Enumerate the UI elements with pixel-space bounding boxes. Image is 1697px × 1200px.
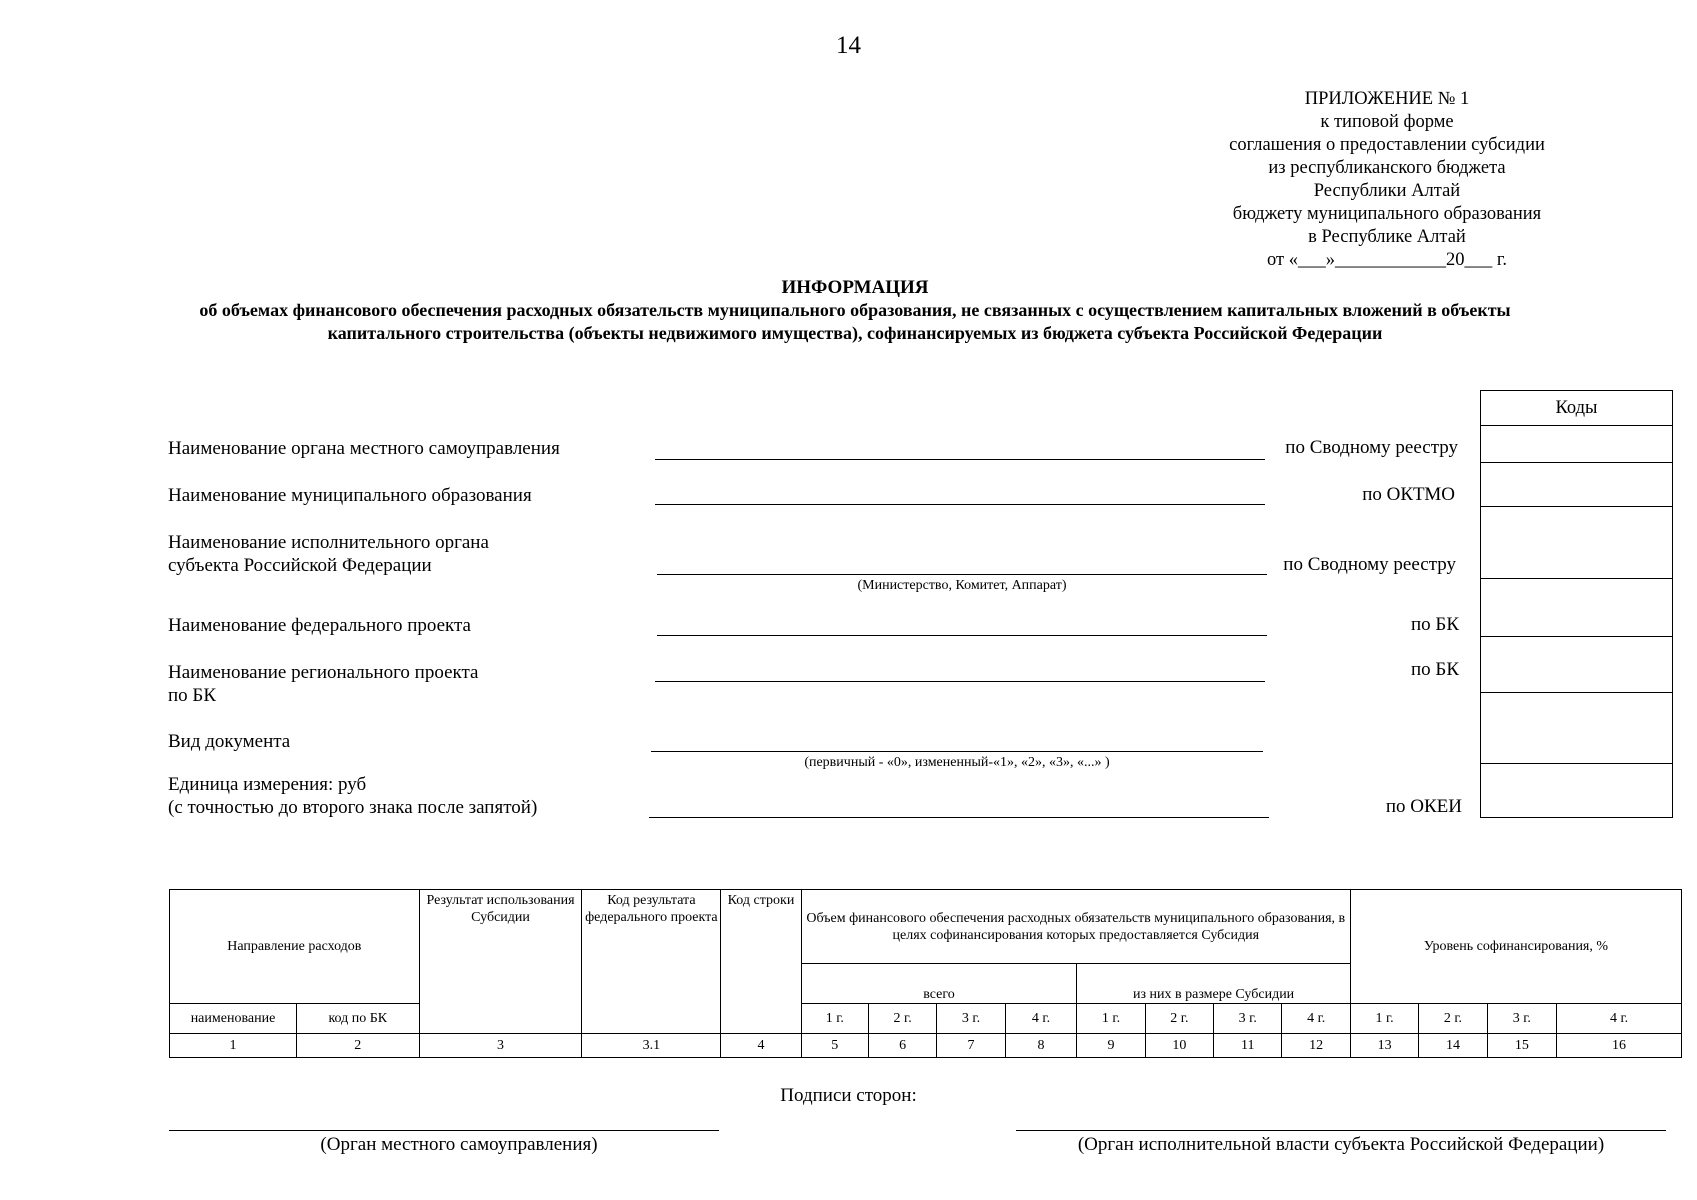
column-number: 11 — [1214, 1034, 1282, 1058]
appendix-line: к типовой форме — [1320, 112, 1454, 132]
field-document-type-line[interactable] — [651, 751, 1263, 752]
document-title: ИНФОРМАЦИЯ — [781, 277, 929, 298]
field-executive-body-line[interactable] — [657, 574, 1267, 575]
column-number: 10 — [1145, 1034, 1213, 1058]
appendix-date: от «___»____________20___ г. — [1267, 250, 1507, 270]
field-executive-body-label — [168, 531, 489, 577]
header-result-code: Код результата федерального проекта — [582, 890, 721, 1034]
header-volume: Объем финансового обеспечения расходных обязательств муниципального образования, в целях софинансирования которых предоставляется Субсидия — [801, 890, 1350, 964]
field-label-line: по БК — [168, 685, 217, 706]
field-label-line: Наименование исполнительного органа — [168, 532, 489, 553]
field-document-type-label: Вид документа — [168, 731, 291, 752]
column-number: 1 — [170, 1034, 297, 1058]
appendix-line: соглашения о предоставлении субсидии — [1229, 135, 1545, 155]
code-label-register-1: по Сводному реестру — [1285, 437, 1458, 458]
header-name: наименование — [170, 1004, 297, 1034]
field-municipality-line[interactable] — [655, 504, 1265, 505]
header-level: Уровень софинансирования, % — [1350, 890, 1681, 1004]
field-executive-body-hint: (Министерство, Комитет, Аппарат) — [857, 578, 1067, 593]
codes-divider — [1481, 692, 1672, 693]
column-number: 5 — [801, 1034, 868, 1058]
column-number: 8 — [1005, 1034, 1077, 1058]
codes-divider — [1481, 636, 1672, 637]
signature-line-left[interactable] — [169, 1130, 719, 1131]
page-number: 14 — [836, 32, 861, 59]
field-label-line: Единица измерения: руб — [168, 774, 367, 795]
appendix-line: ПРИЛОЖЕНИЕ № 1 — [1304, 89, 1470, 109]
field-document-type-hint: (первичный - «0», измененный-«1», «2», «3», «...» ) — [804, 755, 1110, 770]
quarter-header: 3 г. — [937, 1004, 1005, 1034]
quarter-header: 4 г. — [1005, 1004, 1077, 1034]
quarter-header: 3 г. — [1487, 1004, 1556, 1034]
quarter-header: 3 г. — [1214, 1004, 1282, 1034]
header-subsidy: из них в размере Субсидии — [1077, 964, 1351, 1004]
column-number: 9 — [1077, 1034, 1145, 1058]
header-code-bk: код по БК — [296, 1004, 419, 1034]
column-number: 16 — [1557, 1034, 1682, 1058]
quarter-header: 2 г. — [1419, 1004, 1487, 1034]
appendix-line: Республики Алтай — [1313, 181, 1461, 201]
header-direction: Направление расходов — [170, 890, 420, 1004]
codes-divider — [1481, 462, 1672, 463]
quarter-header: 4 г. — [1557, 1004, 1682, 1034]
header-row-code: Код строки — [721, 890, 801, 1034]
column-number: 4 — [721, 1034, 801, 1058]
quarter-header: 2 г. — [868, 1004, 936, 1034]
quarter-header: 1 г. — [801, 1004, 868, 1034]
field-regional-project-label — [168, 661, 478, 707]
column-number: 7 — [937, 1034, 1005, 1058]
signature-caption-left: (Орган местного самоуправления) — [320, 1134, 598, 1155]
field-municipality-label: Наименование муниципального образования — [168, 485, 532, 506]
column-number: 12 — [1282, 1034, 1350, 1058]
appendix-header — [1177, 88, 1597, 272]
field-unit-label — [168, 773, 537, 819]
header-result: Результат использования Субсидии — [419, 890, 582, 1034]
code-label-register-2: по Сводному реестру — [1283, 554, 1456, 575]
field-label-line: Наименование регионального проекта — [168, 662, 479, 683]
code-label-bk-2: по БК — [1410, 659, 1459, 680]
field-label-line: (с точностью до второго знака после запятой) — [168, 797, 538, 818]
codes-divider — [1481, 763, 1672, 764]
column-number: 2 — [296, 1034, 419, 1058]
field-local-government-label: Наименование органа местного самоуправления — [168, 438, 560, 459]
column-number: 14 — [1419, 1034, 1487, 1058]
field-label-line: субъекта Российской Федерации — [168, 555, 432, 576]
field-federal-project-label: Наименование федерального проекта — [168, 615, 471, 636]
appendix-line: из республиканского бюджета — [1268, 158, 1506, 178]
document-subtitle — [130, 299, 1580, 345]
quarter-header: 1 г. — [1350, 1004, 1418, 1034]
codes-box — [1480, 390, 1673, 818]
appendix-line: бюджету муниципального образования — [1232, 204, 1542, 224]
code-label-oktmo: по ОКТМО — [1362, 484, 1455, 505]
field-local-government-line[interactable] — [655, 459, 1265, 460]
column-number: 15 — [1487, 1034, 1556, 1058]
signature-line-right[interactable] — [1016, 1130, 1666, 1131]
codes-divider — [1481, 506, 1672, 507]
field-unit-line[interactable] — [649, 817, 1269, 818]
column-number: 6 — [868, 1034, 936, 1058]
code-label-bk-1: по БК — [1410, 614, 1459, 635]
quarter-header: 2 г. — [1145, 1004, 1213, 1034]
quarter-header: 1 г. — [1077, 1004, 1145, 1034]
signature-caption-right: (Орган исполнительной власти субъекта Российской Федерации) — [1077, 1134, 1605, 1155]
subtitle-line: капитального строительства (объекты недвижимого имущества), софинансируемых из бюджета субъекта Российской Федерации — [327, 323, 1383, 343]
subtitle-line: об объемах финансового обеспечения расходных обязательств муниципального образования, не связанных с осуществлением капитальных вложений в объекты — [199, 300, 1511, 320]
field-federal-project-line[interactable] — [657, 635, 1267, 636]
appendix-line: в Республике Алтай — [1308, 227, 1466, 247]
column-number: 13 — [1350, 1034, 1418, 1058]
codes-divider — [1481, 578, 1672, 579]
code-label-okei: по ОКЕИ — [1385, 796, 1462, 817]
codes-header: Коды — [1481, 391, 1672, 426]
field-regional-project-line[interactable] — [655, 681, 1265, 682]
column-number: 3 — [419, 1034, 582, 1058]
column-number: 3.1 — [582, 1034, 721, 1058]
header-total: всего — [801, 964, 1077, 1004]
financing-table — [169, 889, 1682, 1058]
quarter-header: 4 г. — [1282, 1004, 1350, 1034]
signatures-title: Подписи сторон: — [780, 1085, 917, 1106]
